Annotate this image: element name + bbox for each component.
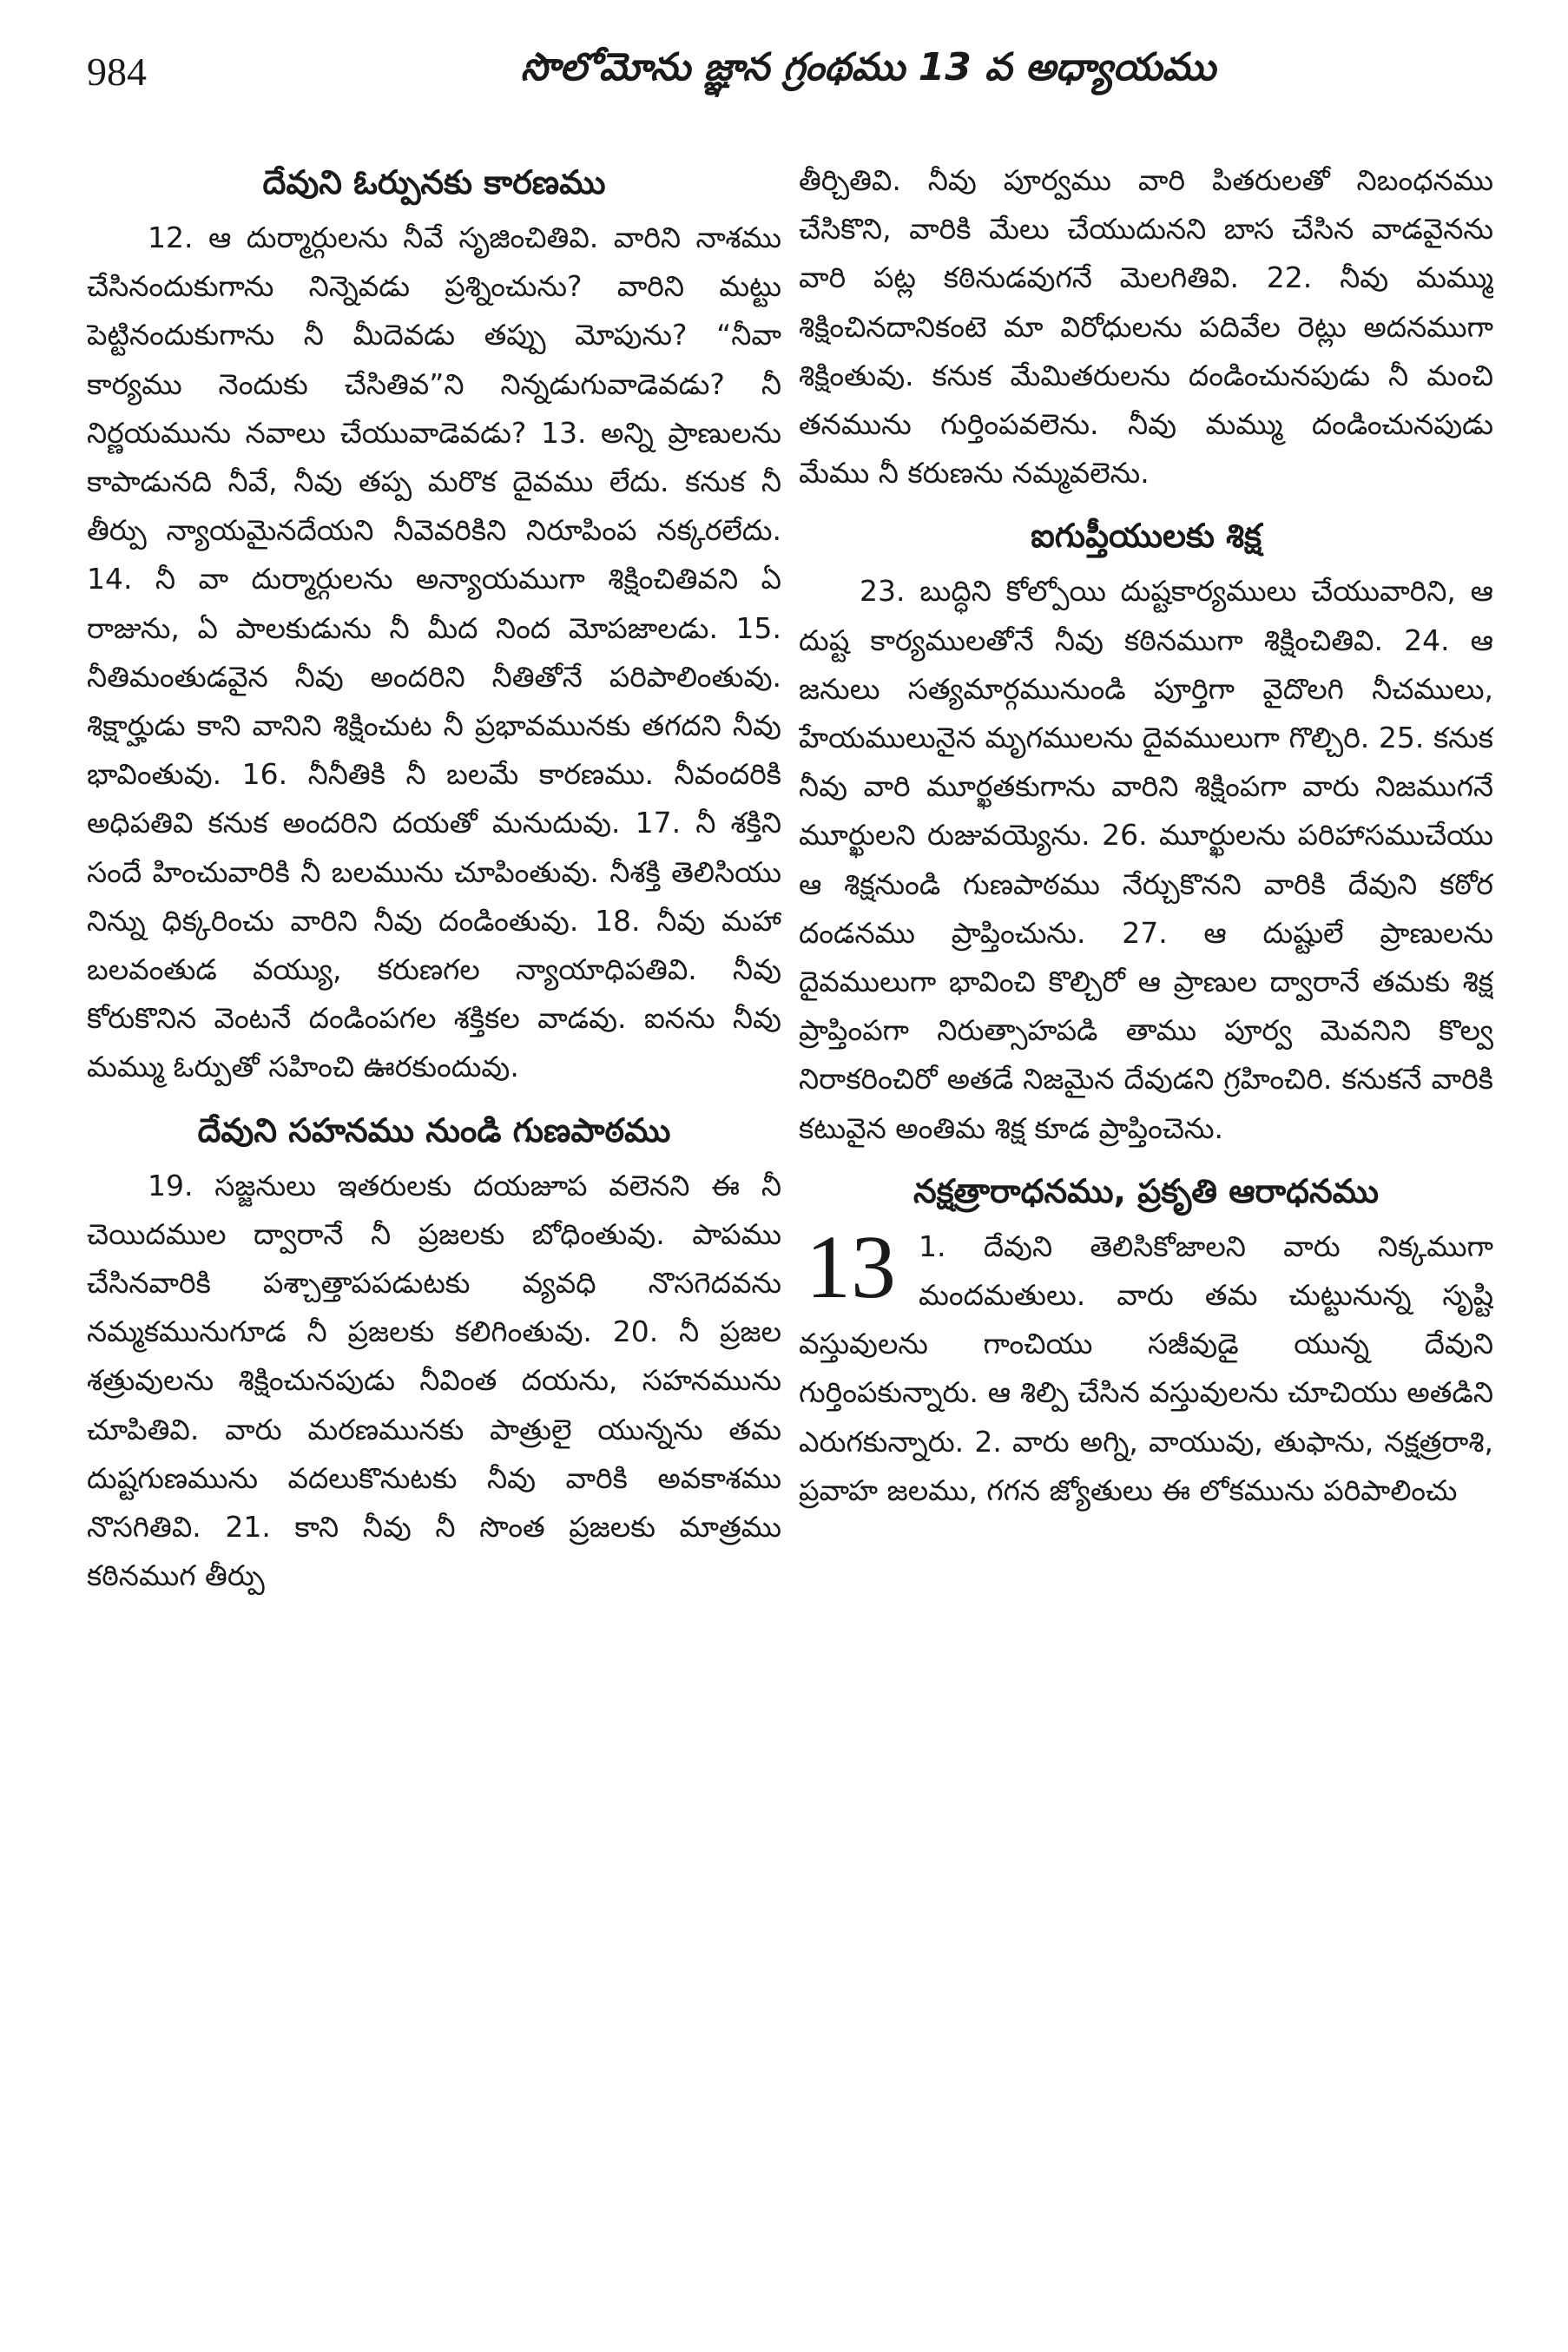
paragraph-verses-19-21: 19. సజ్జనులు ఇతరులకు దయజూప వలెనని ఈ నీ చెయిదముల ద్వారానే నీ ప్రజలకు బోధింతువు. పాపము చేసినవారికి పశ్చాత్తాపపడుటకు వ్యవధి నొసగెదవను నమ్మకమునుగూడ నీ ప్రజలకు కలిగింతువు. 20. నీ ప్రజల శత్రువులను శిక్షించునపుడు నీవింత దయను, సహనమును చూపితివి. వారు మరణమునకు పాత్రులై యున్నను తమ దుష్టగుణమును వదలుకొనుటకు నీవు వారికి అవకాశము నొసగితివి. 21. కాని నీవు నీ సొంత ప్రజలకు మాత్రము కఠినముగ తీర్పు [87, 1168, 781, 1593]
paragraph-verses-21-22-continued: తీర్చితివి. నీవు పూర్వము వారి పితరులతో నిబంధనము చేసికొని, వారికి మేలు చేయుదునని బాస చేసిన వాడవైనను వారి పట్ల కఠినుడవుగనే మెలగితివి. 22. నీవు మమ్ము శిక్షించినదానికంటె మా విరోధులను పదివేల రెట్లు అదనముగా శిక్షింతువు. కనుక మేమితరులను దండించునపుడు నీ మంచి తనమును గుర్తింపవలెను. నీవు మమ్ము దండించునపుడు మేము నీ కరుణను నమ్మవలెను. [799, 163, 1493, 491]
paragraph-chapter-13-verses-1-2: 1. దేవుని తెలిసికోజాలని వారు నిక్కముగా మందమతులు. వారు తమ చుట్టునున్న సృష్టి వస్తువులను గాంచియు సజీవుడై యున్న దేవుని గుర్తింపకున్నారు. ఆ శిల్పి చేసిన వస్తువులను చూచియు అతడిని ఎరుగకున్నారు. 2. వారు అగ్ని, వాయువు, తుఫాను, నక్షత్రరాశి, ప్రవాహ జలము, గగన జ్యోతులు ఈ లోకమును పరిపాలించు [799, 1229, 1493, 1507]
section-heading-patience-reason: దేవుని ఓర్పునకు కారణము [262, 163, 606, 201]
page-header [87, 42, 1467, 111]
right-column [799, 156, 1493, 2309]
paragraph-verses-23-27: 23. బుద్ధిని కోల్పోయి దుష్టకార్యములు చేయువారిని, ఆ దుష్ట కార్యములతోనే నీవు కఠినముగా శిక్షించితివి. 24. ఆ జనులు సత్యమార్గమునుండి పూర్తిగా వైదొలగి నీచములు, హేయములునైన మృగములను దైవములుగా గొల్చిరి. 25. కనుక నీవు వారి మూర్ఖతకుగాను వారిని శిక్షింపగా వారు నిజముగనే మూర్ఖులని రుజువయ్యెను. 26. మూర్ఖులను పరిహాసముచేయు ఆ శిక్షనుండి గుణపాఠము నేర్చుకొనని వారికి దేవుని కఠోర దండనము ప్రాప్తించును. 27. ఆ దుష్టులే ప్రాణులను దైవములుగా భావించి కొల్చిరో ఆ ప్రాణుల ద్వారానే తమకు శిక్ష ప్రాప్తింపగా నిరుత్సాహపడి తాము పూర్వ మెవనిని కొల్వ నిరాకరించిరో అతడే నిజమైన దేవుడని గ్రహించిరి. కనుకనే వారికి కటువైన అంతిమ శిక్ష కూడ ప్రాప్తించెను. [799, 574, 1493, 1145]
section-heading-egyptians-punishment: ఐగుప్తీయులకు శిక్ష [1031, 517, 1262, 556]
section-heading-star-nature-worship: నక్షత్రారాధనము, ప్రకృతి ఆరాధనము [913, 1171, 1379, 1210]
page-number: 984 [87, 49, 147, 94]
chapter-number: 13 [806, 1216, 896, 1317]
running-title: సొలోమోను జ్ఞాన గ్రంథము 13 వ అధ్యాయము [520, 45, 1216, 89]
paragraph-verses-12-18: 12. ఆ దుర్మార్గులను నీవే సృజించితివి. వారిని నాశము చేసినందుకుగాను నిన్నెవడు ప్రశ్నించును? వారిని మట్టు పెట్టినందుకుగాను నీ మీదెవడు తప్పు మోపును? “నీవా కార్యము నెందుకు చేసితివ”ని నిన్నడుగువాడెవడు? నీ నిర్ణయమును నవాలు చేయువాడెవడు? 13. అన్ని ప్రాణులను కాపాడునది నీవే, నీవు తప్ప మరొక దైవము లేదు. కనుక నీ తీర్పు న్యాయమైనదేయని నీవెవరికిని నిరూపింప నక్కరలేదు. 14. నీ వా దుర్మార్గులను అన్యాయముగా శిక్షించితివని ఏ రాజును, ఏ పాలకుడును నీ మీద నింద మోపజాలడు. 15. నీతిమంతుడవైన నీవు అందరిని నీతితోనే పరిపాలింతువు. శిక్షార్హుడు కాని వానిని శిక్షించుట నీ ప్రభావమునకు తగదని నీవు భావింతువు. 16. నీనీతికి నీ బలమే కారణము. నీవందరికి అధిపతివి కనుక అందరిని దయతో మనుదువు. 17. నీ శక్తిని సందే హించువారికి నీ బలమును చూపింతువు. నీశక్తి తెలిసియు నిన్ను ధిక్కరించు వారిని నీవు దండింతువు. 18. నీవు మహా బలవంతుడ వయ్యు, కరుణగల న్యాయాధిపతివి. నీవు కోరుకొనిన వెంటనే దండింపగల శక్తికల వాడవు. ఐనను నీవు మమ్ము ఓర్పుతో సహించి ఊరకుందువు. [87, 221, 781, 1084]
left-column [87, 156, 781, 2309]
chapter-13-block [799, 1216, 1493, 1515]
section-heading-lesson-from-patience: దేవుని సహనము నుండి గుణపాఠము [197, 1110, 671, 1150]
